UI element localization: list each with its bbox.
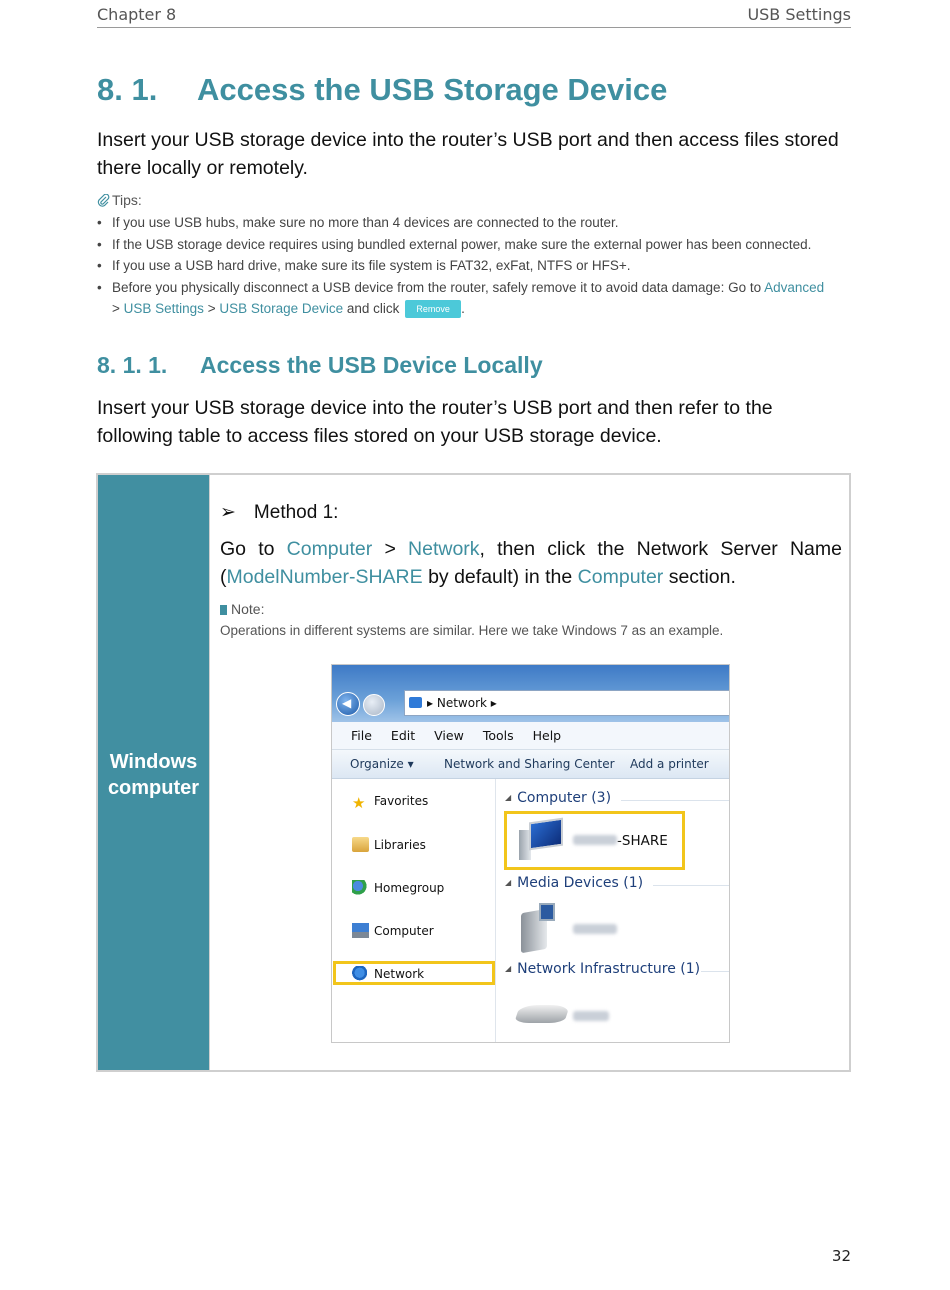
menu-bar (332, 722, 729, 750)
navigation-pane (332, 779, 496, 1042)
tip-item: • If you use USB hubs, make sure no more than 4 devices are connected to the router. (97, 212, 857, 234)
nav-homegroup: Homegroup (352, 880, 444, 895)
menu-edit: Edit (390, 728, 416, 743)
subsection-heading (97, 352, 543, 379)
tip-item: • If you use a USB hard drive, make sure its file system is FAT32, exFat, NTFS or HFS+. (97, 255, 857, 277)
windows-explorer-screenshot (331, 664, 730, 1043)
remove-button[interactable]: Remove (405, 300, 461, 318)
computer-section-link: Computer (577, 566, 664, 588)
subsection-title: Access the USB Device Locally (200, 352, 543, 378)
tip-item: • Before you physically disconnect a USB device from the router, safely remove it to avoid data damage: Go to Advanced > USB Settings > USB Storage Device and click Remove . (97, 277, 857, 320)
group-divider (701, 971, 729, 972)
blurred-router-name (573, 1011, 609, 1021)
media-device-name (573, 919, 617, 938)
row-label-cell (98, 475, 209, 1070)
tip-item: • If the USB storage device requires using bundled external power, make sure the external power has been connected. (97, 234, 857, 256)
collapse-triangle-icon: ◢ (505, 793, 512, 802)
router-device-name (573, 1006, 609, 1025)
bookmark-icon (220, 605, 227, 615)
command-bar (332, 750, 729, 779)
menu-file: File (351, 728, 372, 743)
network-highlight-box (333, 961, 495, 985)
menu-help: Help (532, 728, 562, 743)
sharing-center-command: Network and Sharing Center (444, 757, 615, 771)
add-printer-command: Add a printer (630, 757, 709, 771)
method-table (96, 473, 851, 1072)
homegroup-icon (352, 880, 369, 895)
method-instructions: Go to Computer > Network, then click the Network Server Name (ModelNumber-SHARE by default) in the Computer section. (220, 538, 842, 588)
group-divider (653, 885, 729, 886)
tips-heading: Tips: (97, 192, 142, 208)
desktop-computer-icon (519, 820, 565, 860)
chapter-label: Chapter 8 (97, 5, 177, 24)
page-header (97, 5, 851, 28)
subsection-intro: Insert your USB storage device into the router’s USB port and then refer to the following table to access files stored on your USB storage device. (97, 397, 773, 447)
group-computer: ◢ Computer (3) (505, 790, 612, 806)
section-intro: Insert your USB storage device into the router’s USB port and then access files stored there locally or remotely. (97, 129, 839, 179)
menu-view: View (434, 728, 464, 743)
section-heading (97, 72, 667, 108)
arrow-bullet-icon: ➢ (220, 502, 236, 523)
group-network-infrastructure: ◢ Network Infrastructure (1) (505, 961, 701, 977)
page-number: 32 (831, 1247, 851, 1265)
address-bar: ▸ Network ▸ (404, 690, 730, 716)
nav-network: Network (352, 966, 424, 981)
nav-computer: Computer (352, 923, 434, 938)
organize-command: Organize ▾ (350, 757, 414, 771)
media-device-icon (521, 903, 565, 951)
forward-button-icon (363, 694, 385, 716)
blurred-device-name (573, 924, 617, 934)
section-title: Access the USB Storage Device (197, 72, 668, 107)
library-icon (352, 837, 369, 852)
router-icon (514, 1005, 570, 1023)
network-icon (409, 697, 422, 708)
usb-settings-link[interactable]: USB Settings (123, 301, 204, 316)
menu-tools: Tools (482, 728, 514, 743)
method-cell (209, 475, 849, 1070)
star-icon: ★ (352, 794, 366, 812)
note-heading: Note: (220, 601, 264, 617)
subsection-number: 8. 1. 1. (97, 352, 168, 378)
group-divider (621, 800, 729, 801)
share-device-name: -SHARE (573, 833, 668, 849)
section-label: USB Settings (747, 5, 851, 24)
content-pane (497, 779, 729, 1042)
advanced-link[interactable]: Advanced (764, 279, 825, 295)
model-share-name: ModelNumber-SHARE (226, 566, 423, 588)
nav-favorites: ★ Favorites (352, 794, 429, 812)
network-link: Network (408, 538, 480, 560)
group-media-devices: ◢ Media Devices (1) (505, 875, 644, 891)
computer-icon (352, 923, 369, 938)
usb-storage-device-link[interactable]: USB Storage Device (219, 301, 344, 316)
row-label: Windows computer (107, 751, 200, 799)
note-text: Operations in different systems are similar. Here we take Windows 7 as an example. (220, 623, 724, 638)
tips-list (97, 212, 857, 320)
back-button-icon (336, 692, 360, 716)
section-number: 8. 1. (97, 72, 158, 107)
method-heading: ➢ Method 1: (220, 502, 339, 523)
collapse-triangle-icon: ◢ (505, 878, 512, 887)
blurred-model-name (573, 835, 617, 845)
nav-libraries: Libraries (352, 837, 426, 852)
collapse-triangle-icon: ◢ (505, 964, 512, 973)
title-bar (332, 665, 729, 722)
computer-link: Computer (286, 538, 373, 560)
paperclip-icon (97, 194, 110, 207)
